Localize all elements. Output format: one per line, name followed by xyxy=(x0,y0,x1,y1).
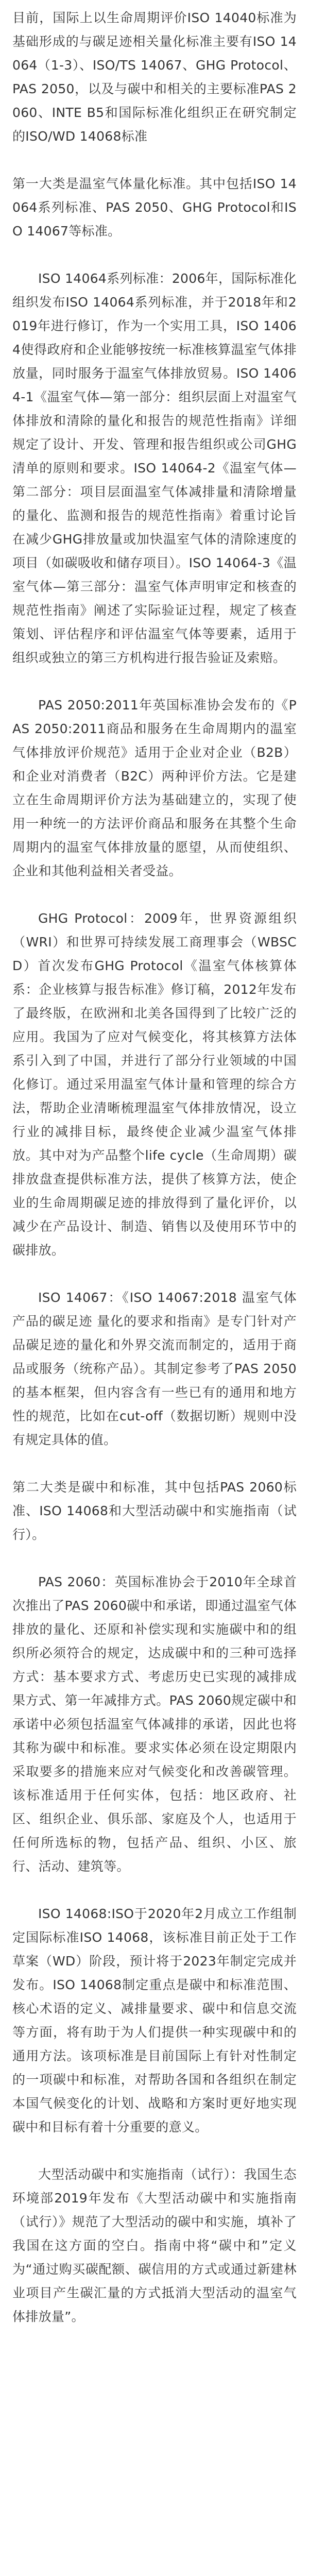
article-paragraph-iso14067: ISO 14067：《ISO 14067:2018 温室气体 产品的碳足迹 量化的要求和指南》是专门针对产品碳足迹的量化和外界交流而制定的，适用于商品或服务（统称产品）。其制定参考了PAS 2050的基本框架，但内容含有一些已有的通用和地方性的规范，比如在cut-off（数据切断）规则中没有规定具体的值。 xyxy=(12,1290,297,1447)
article-paragraph-large-event-guide: 大型活动碳中和实施指南（试行）：我国生态环境部2019年发布《大型活动碳中和实施指南（试行）》规范了大型活动的碳中和实施，填补了我国在这方面的空白。指南中将“碳中和”定义为“通过购买碳配额、碳信用的方式或通过新建林业项目产生碳汇量的方式抵消大型活动的温室气体排放量”。 xyxy=(12,2167,297,2324)
article-paragraph-pas2050: PAS 2050:2011年英国标准协会发布的《PAS 2050:2011商品和服务在生命周期内的温室气体排放评价规范》适用于企业对企业（B2B）和企业对消费者（B2C）两种评价方法。它是建立在生命周期评价方法为基础建立的，实现了使用一种统一的方法评价商品和服务在其整个生命周期内的温室气体排放量的愿望，从而使组织、企业和其他利益相关者受益。 xyxy=(12,698,297,878)
article-paragraph-iso14064: ISO 14064系列标准：2006年，国际标准化组织发布ISO 14064系列标准，并于2018年和2019年进行修订，作为一个实用工具，ISO 14064使得政府和企业能够按统一标准核算温室气体排放量，同时服务于温室气体排放贸易。ISO 14064-1《温室气体—第一部分：组织层面上对温室气体排放和清除的量化和报告的规范性指南》详细规定了设计、开发、管理和报告组织或公司GHG清单的原则和要求。ISO 14064-2《温室气体—第二部分：项目层面温室气体减排量和清除增量的量化、监测和报告的规范性指南》着重讨论旨在减少GHG排放量或加快温室气体的清除速度的项目（如碳吸收和储存项目）。ISO 14064-3《温室气体—第三部分：温室气体声明审定和核查的规范性指南》阐述了实际验证过程，规定了核查策划、评估程序和评估温室气体等要素，适用于组织或独立的第三方机构进行报告验证及索赔。 xyxy=(12,271,297,665)
article-paragraph-ghg-protocol: GHG Protocol：2009年，世界资源组织（WRI）和世界可持续发展工商理事会（WBSCD）首次发布GHG Protocol《温室气体核算体系：企业核算与报告标准》修订稿，2012年发布了最终版，在欧洲和北美各国得到了比较广泛的应用。我国为了应对气候变化，将其核算方法体系引入到了中国，并进行了部分行业领域的中国化修订。通过采用温室气体计量和管理的综合方法，帮助企业清晰梳理温室气体排放情况，设立行业的减排目标，最终使企业减少温室气体排放。其中对为产品整个life cycle（生命周期）碳排放盘查提供标准方法，提供了核算方法，使企业的生命周期碳足迹的排放得到了量化评价，以减少在产品设计、制造、销售以及使用环节中的碳排放。 xyxy=(12,911,297,1258)
article-paragraph-pas2060: PAS 2060：英国标准协会于2010年全球首次推出了PAS 2060碳中和承诺，即通过温室气体排放的量化、还原和补偿实现和实施碳中和的组织所必须符合的规定，达成碳中和的三种可选择方式：基本要求方式、考虑历史已实现的减排成果方式、第一年减排方式。PAS 2060规定碳中和承诺中必须包括温室气体减排的承诺，因此也将其称为碳中和标准。要求实体必须在设定期限内采取要多的措施来应对气候变化和改善碳管理。该标准适用于任何实体，包括：地区政府、社区、组织企业、俱乐部、家庭及个人，也适用于任何所选标的物，包括产品、组织、小区、旅行、活动、建筑等。 xyxy=(12,1574,297,1874)
article-paragraph-category-one: 第一大类是温室气体量化标准。其中包括ISO 14064系列标准、PAS 2050、GHG Protocol和ISO 14067等标准。 xyxy=(12,176,297,239)
article-paragraph-iso14068: ISO 14068:ISO于2020年2月成立工作组制定国际标准ISO 14068，该标准目前正处于工作草案（WD）阶段，预计将于2023年制定完成并发布。ISO 14068制定重点是碳中和标准范围、核心术语的定义、减排量要求、碳中和信息交流等方面，将有助于为人们提供一种实现碳中和的通用方法。该项标准是目前国际上有针对性制定的一项碳中和标准，对帮助各国和各组织在制定本国气候变化的计划、战略和方案时更好地实现碳中和目标有着十分重要的意义。 xyxy=(12,1906,297,2134)
article-body xyxy=(12,6,297,2352)
article-paragraph-intro: 目前，国际上以生命周期评价ISO 14040标准为基础形成的与碳足迹相关量化标准主要有ISO 14064（1-3）、ISO/TS 14067、GHG Protocol、PAS 2050，以及与碳中和相关的主要标准PAS 2060、INTE B5和国际标准化组织正在研究制定的ISO/WD 14068标准 xyxy=(12,10,297,144)
article-paragraph-category-two: 第二大类是碳中和标准，其中包括PAS 2060标准、ISO 14068和大型活动碳中和实施指南（试行）。 xyxy=(12,1480,297,1542)
